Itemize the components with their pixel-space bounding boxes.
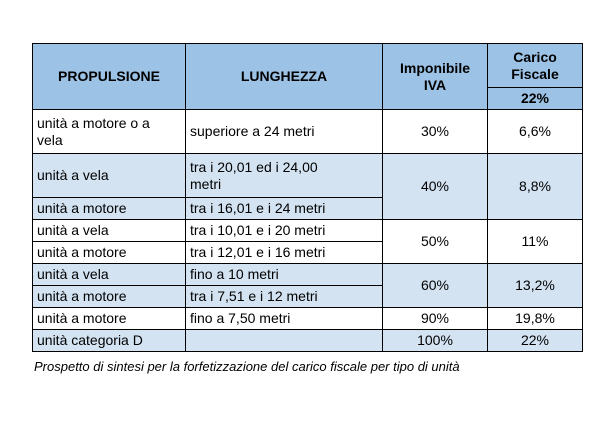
cell-propulsione: unità a vela xyxy=(33,220,186,242)
cell-lunghezza xyxy=(186,154,383,198)
cell-lunghezza: tra i 7,51 e i 12 metri xyxy=(186,286,383,308)
cell-lunghezza: tra i 12,01 e i 16 metri xyxy=(186,242,383,264)
cell-lunghezza xyxy=(186,330,383,352)
table-row xyxy=(33,110,583,154)
cell-propulsione: unità a motore xyxy=(33,242,186,264)
cell-carico: 19,8% xyxy=(488,308,583,330)
cell-propulsione: unità a vela xyxy=(33,264,186,286)
header-propulsione: PROPULSIONE xyxy=(33,44,186,110)
cell-propulsione: unità a vela xyxy=(33,154,186,198)
table-row xyxy=(33,154,583,198)
cell-lunghezza: tra i 16,01 e i 24 metri xyxy=(186,198,383,220)
cell-propulsione: unità categoria D xyxy=(33,330,186,352)
cell-imponibile: 50% xyxy=(383,220,488,264)
cell-text: vela xyxy=(37,131,63,148)
cell-propulsione: unità a motore xyxy=(33,286,186,308)
cell-carico: 22% xyxy=(488,330,583,352)
table-row xyxy=(33,264,583,286)
cell-lunghezza: fino a 10 metri xyxy=(186,264,383,286)
header-carico-fiscale xyxy=(488,44,583,88)
cell-imponibile: 100% xyxy=(383,330,488,352)
header-carico-pct: 22% xyxy=(488,88,583,110)
cell-imponibile: 40% xyxy=(383,154,488,220)
cell-text: unità a motore o a xyxy=(37,114,150,131)
header-imponibile xyxy=(383,44,488,110)
cell-text: tra i 20,01 ed i 24,00 xyxy=(190,158,318,175)
cell-carico: 13,2% xyxy=(488,264,583,308)
cell-propulsione: unità a motore xyxy=(33,308,186,330)
cell-propulsione: unità a motore xyxy=(33,198,186,220)
cell-carico: 11% xyxy=(488,220,583,264)
cell-propulsione xyxy=(33,110,186,154)
header-imponibile-line2: IVA xyxy=(423,76,447,93)
cell-imponibile: 60% xyxy=(383,264,488,308)
vat-table xyxy=(32,43,583,352)
cell-carico: 6,6% xyxy=(488,110,583,154)
header-carico-line1: Carico xyxy=(513,48,557,65)
cell-text: metri xyxy=(190,175,222,192)
cell-lunghezza: tra i 10,01 e i 20 metri xyxy=(186,220,383,242)
cell-imponibile: 90% xyxy=(383,308,488,330)
header-carico-line2: Fiscale xyxy=(511,65,559,82)
cell-carico: 8,8% xyxy=(488,154,583,220)
cell-lunghezza: superiore a 24 metri xyxy=(186,110,383,154)
header-imponibile-line1: Imponibile xyxy=(400,59,470,76)
table-row xyxy=(33,330,583,352)
cell-lunghezza: fino a 7,50 metri xyxy=(186,308,383,330)
header-lunghezza: LUNGHEZZA xyxy=(186,44,383,110)
table-caption: Prospetto di sintesi per la forfetizzazione del carico fiscale per tipo di unità xyxy=(34,359,460,374)
table-row xyxy=(33,220,583,242)
cell-imponibile: 30% xyxy=(383,110,488,154)
table-row xyxy=(33,308,583,330)
